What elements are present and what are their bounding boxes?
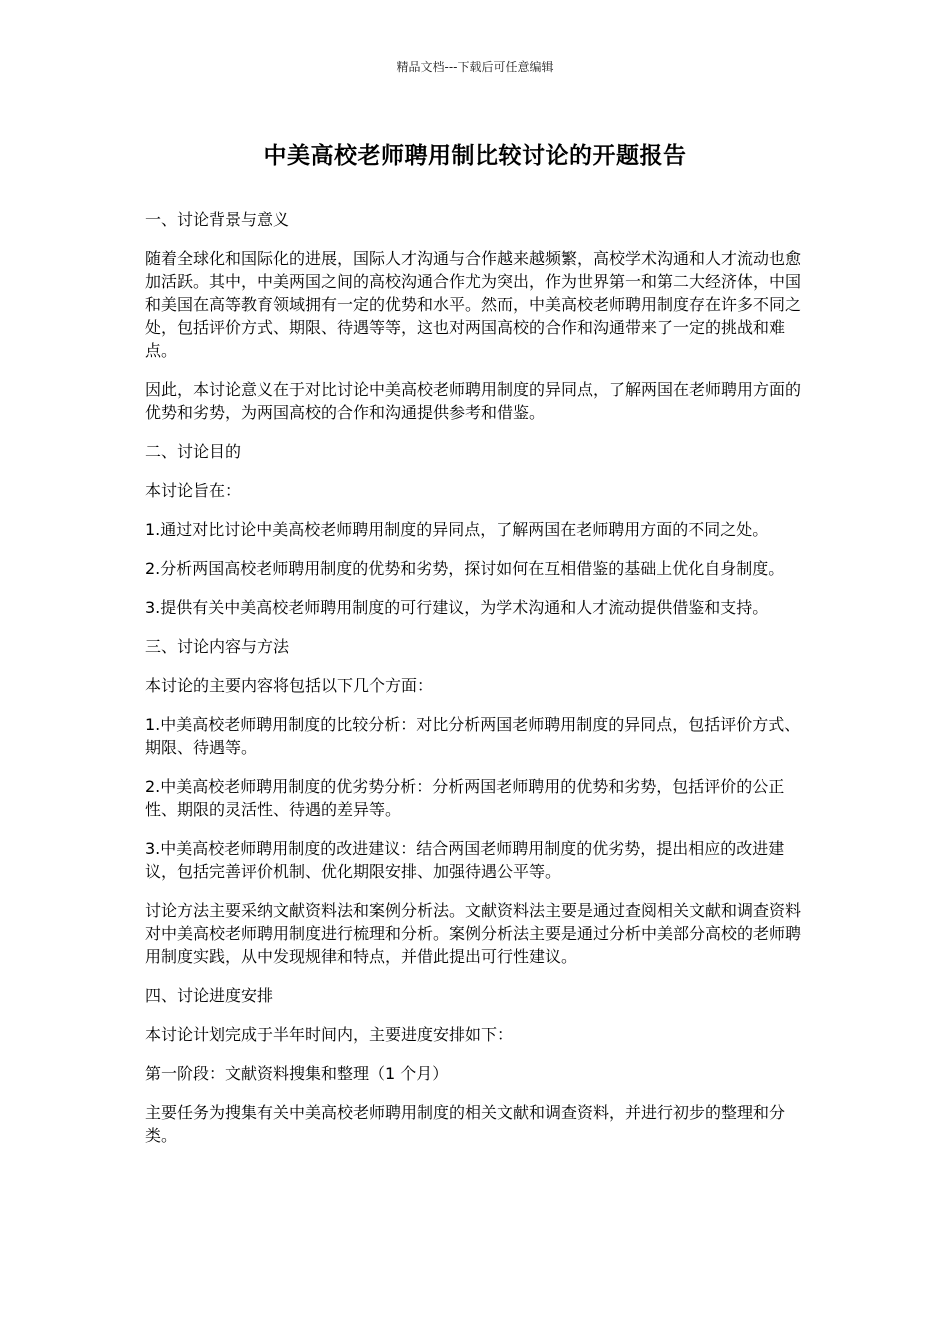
- section-heading-4: 四、讨论进度安排: [145, 986, 274, 1005]
- list-item: 3.中美高校老师聘用制度的改进建议：结合两国老师聘用制度的优劣势，提出相应的改进建议，包括完善评价机制、优化期限安排、加强待遇公平等。: [145, 839, 785, 881]
- document-body: [145, 208, 805, 1163]
- section-heading-3: 三、讨论内容与方法: [145, 637, 290, 656]
- list-item: 3.提供有关中美高校老师聘用制度的可行建议，为学术沟通和人才流动提供借鉴和支持。: [145, 598, 769, 617]
- paragraph: 因此，本讨论意义在于对比讨论中美高校老师聘用制度的异同点，了解两国在老师聘用方面的优势和劣势，为两国高校的合作和沟通提供参考和借鉴。: [145, 380, 802, 422]
- section-heading-2: 二、讨论目的: [145, 442, 242, 461]
- paragraph: 本讨论的主要内容将包括以下几个方面：: [145, 676, 434, 695]
- page-header: 精品文档---下载后可任意编辑: [396, 60, 554, 74]
- list-item: 2.分析两国高校老师聘用制度的优势和劣势，探讨如何在互相借鉴的基础上优化自身制度。: [145, 559, 785, 578]
- document-title: 中美高校老师聘用制比较讨论的开题报告: [263, 143, 687, 169]
- paragraph: 本讨论旨在：: [145, 481, 242, 500]
- paragraph: 主要任务为搜集有关中美高校老师聘用制度的相关文献和调查资料，并进行初步的整理和分类。: [145, 1103, 786, 1145]
- paragraph: 讨论方法主要采纳文献资料法和案例分析法。文献资料法主要是通过查阅相关文献和调查资料对中美高校老师聘用制度进行梳理和分析。案例分析法主要是通过分析中美部分高校的老师聘用制度实践，从中发现规律和特点，并借此提出可行性建议。: [145, 901, 802, 966]
- list-item: 1.中美高校老师聘用制度的比较分析：对比分析两国老师聘用制度的异同点，包括评价方式、期限、待遇等。: [145, 715, 801, 757]
- paragraph: 本讨论计划完成于半年时间内，主要进度安排如下：: [145, 1025, 514, 1044]
- list-item: 2.中美高校老师聘用制度的优劣势分析：分析两国老师聘用的优势和劣势，包括评价的公正性、期限的灵活性、待遇的差异等。: [145, 777, 785, 819]
- paragraph: 随着全球化和国际化的进展，国际人才沟通与合作越来越频繁，高校学术沟通和人才流动也愈加活跃。其中，中美两国之间的高校沟通合作尤为突出，作为世界第一和第二大经济体，中国和美国在高等教育领域拥有一定的优势和水平。然而，中美高校老师聘用制度存在许多不同之处，包括评价方式、期限、待遇等等，这也对两国高校的合作和沟通带来了一定的挑战和难点。: [145, 249, 802, 360]
- section-heading-1: 一、讨论背景与意义: [145, 210, 290, 229]
- list-item: 1.通过对比讨论中美高校老师聘用制度的异同点，了解两国在老师聘用方面的不同之处。: [145, 520, 769, 539]
- paragraph: 第一阶段：文献资料搜集和整理（1 个月）: [145, 1064, 449, 1083]
